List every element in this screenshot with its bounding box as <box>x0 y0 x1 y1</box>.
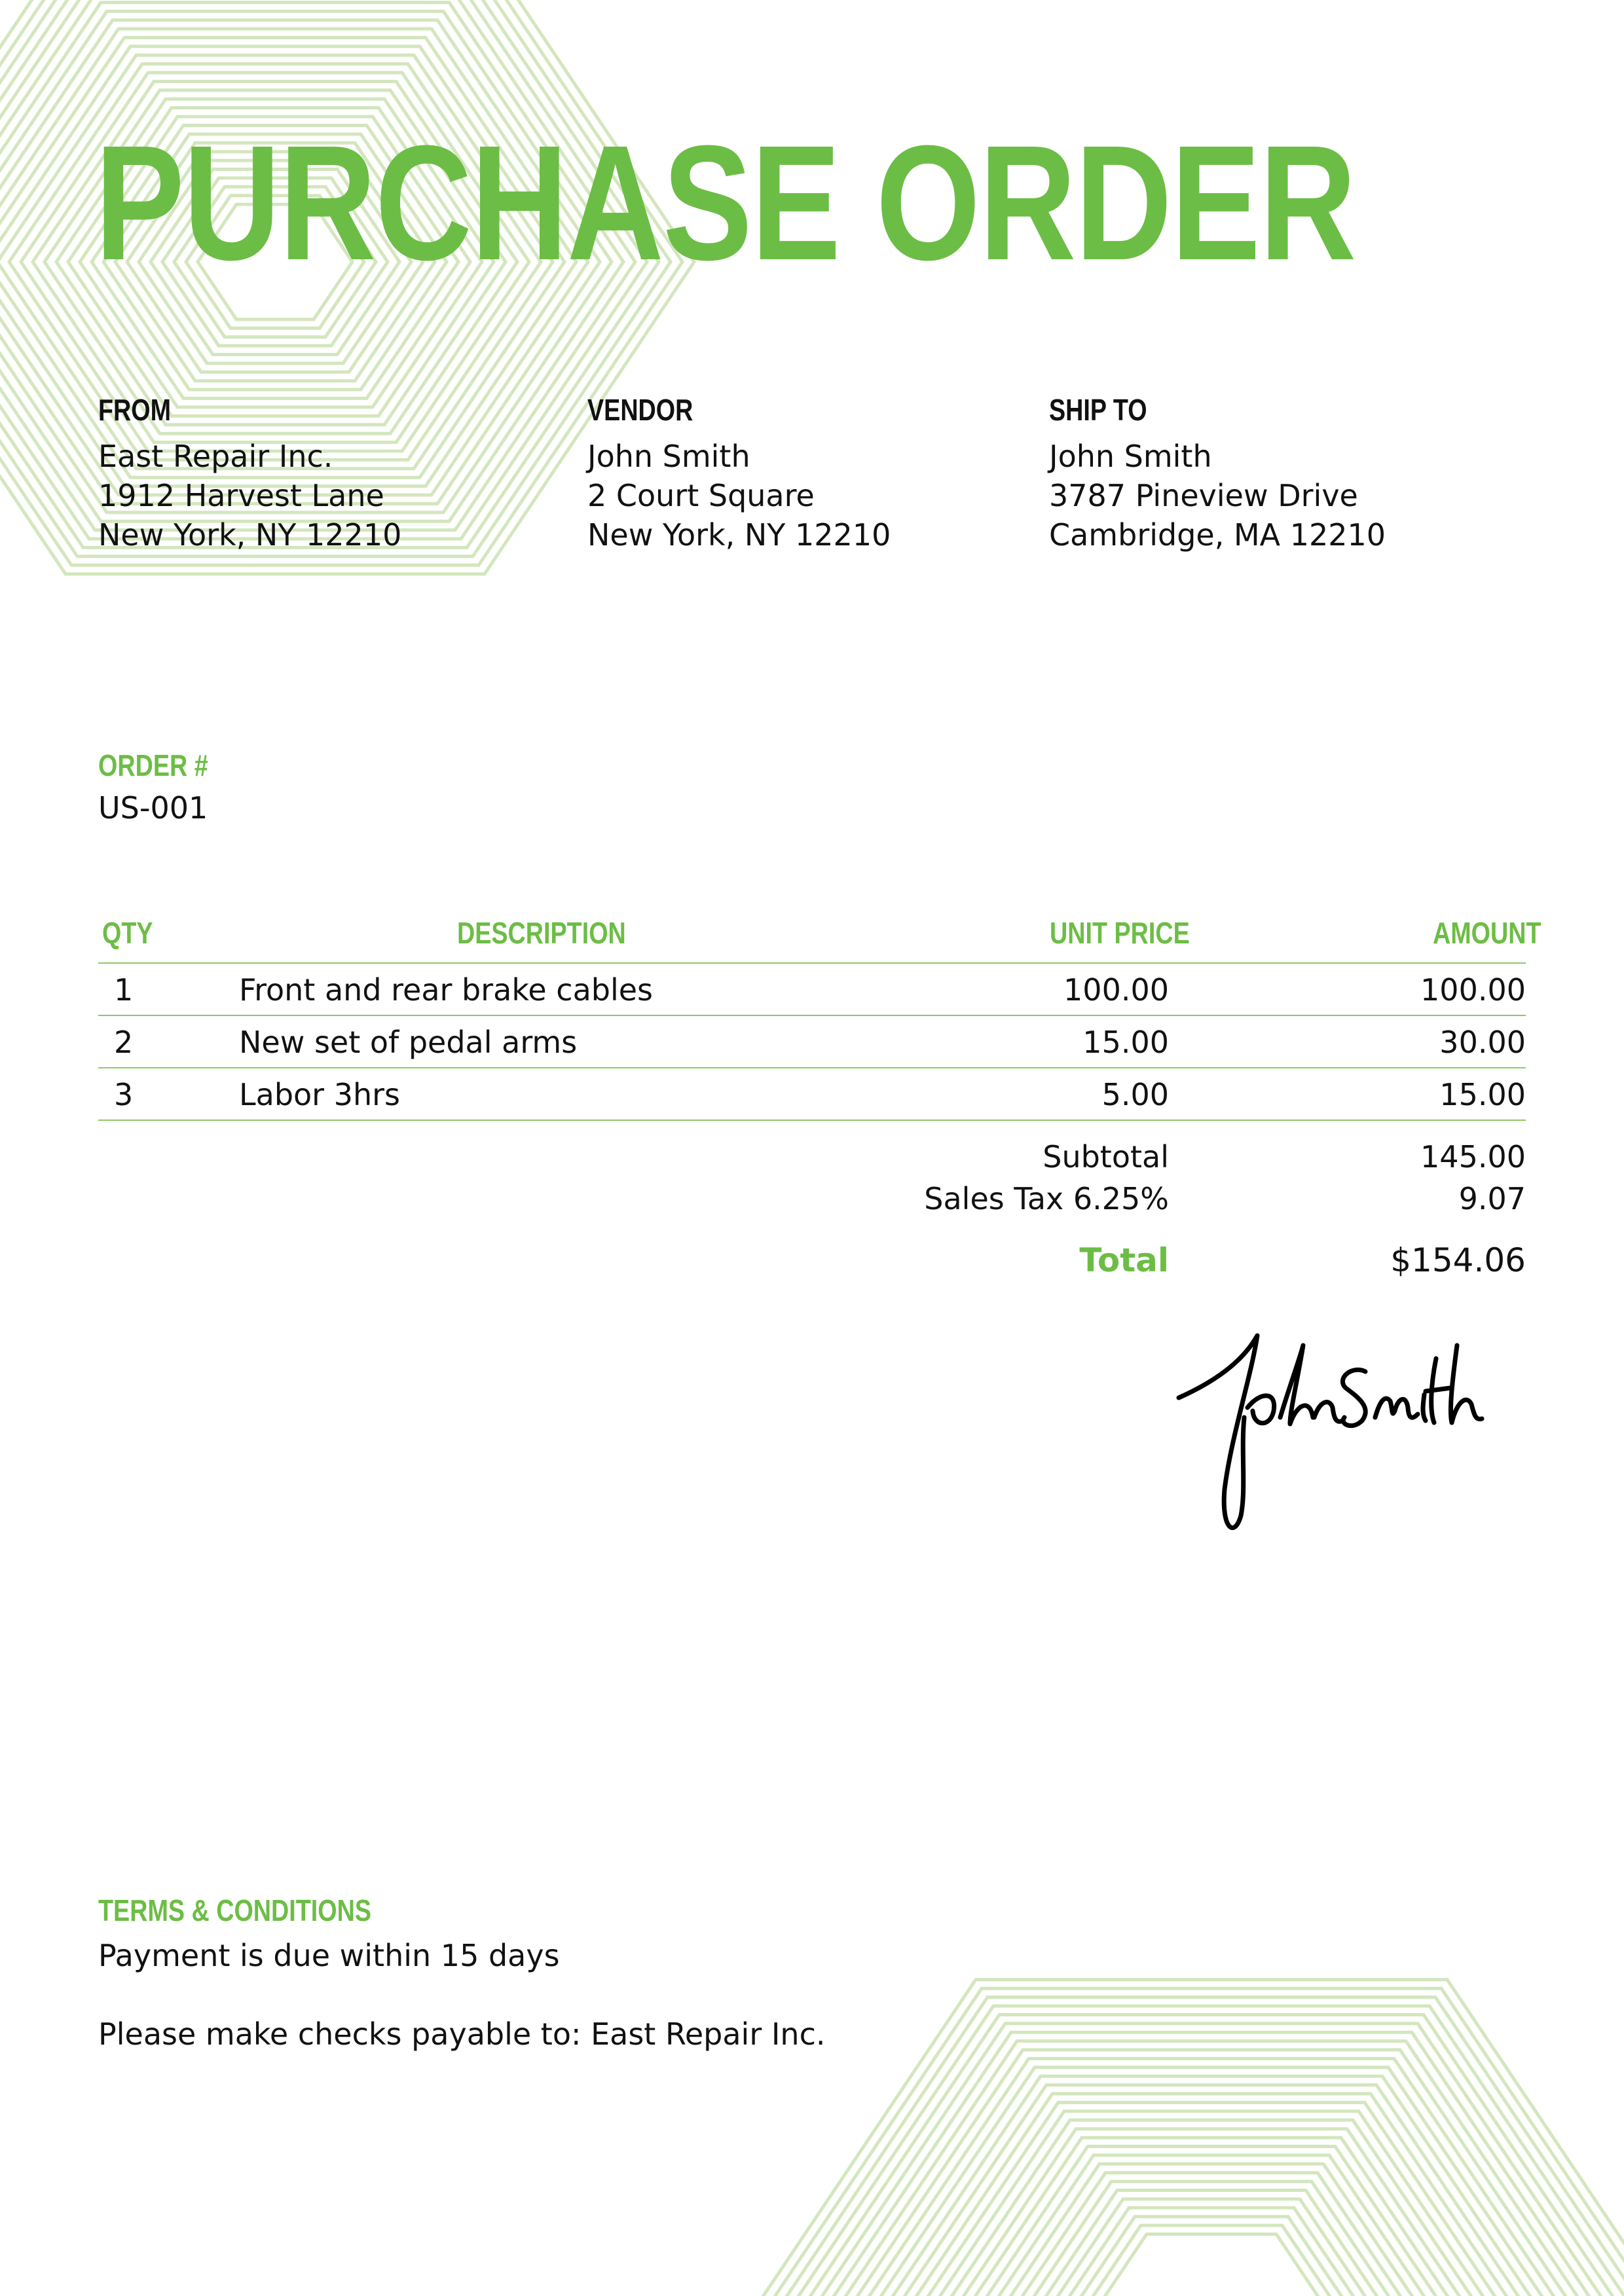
ship-to-line: Cambridge, MA 12210 <box>1049 517 1386 553</box>
from-label: FROM <box>98 393 172 427</box>
pattern-line <box>881 2085 1541 2296</box>
pattern-line <box>999 2173 1424 2296</box>
decorative-hexagon-pattern-bottom <box>720 1833 1624 2296</box>
pattern-line <box>976 2155 1447 2296</box>
terms-block <box>98 1895 826 2054</box>
pattern-line <box>952 2138 1471 2296</box>
pattern-line <box>987 2164 1435 2296</box>
header-qty: QTY <box>102 916 153 950</box>
table-row <box>98 964 1526 1016</box>
sales-tax-value: 9.07 <box>1458 1181 1526 1216</box>
cell-amount: 100.00 <box>1420 972 1526 1008</box>
order-number-block <box>98 750 232 828</box>
subtotal-row <box>98 1136 1526 1178</box>
pattern-line <box>775 2006 1624 2296</box>
cell-amount: 15.00 <box>1439 1077 1526 1112</box>
cell-unit-price: 15.00 <box>1082 1025 1169 1060</box>
header-description: DESCRIPTION <box>457 916 626 950</box>
cell-qty: 2 <box>114 1025 134 1060</box>
from-line: 1912 Harvest Lane <box>98 478 384 513</box>
cell-unit-price: 100.00 <box>1063 972 1169 1008</box>
pattern-line <box>917 2111 1506 2296</box>
total-row <box>98 1239 1526 1281</box>
from-line: New York, NY 12210 <box>98 517 402 553</box>
pattern-line <box>799 2024 1624 2296</box>
ship-to-line: John Smith <box>1049 439 1212 474</box>
vendor-line: John Smith <box>587 439 750 474</box>
total-label: Total <box>1079 1241 1169 1279</box>
page-title: PURCHASE ORDER <box>95 111 1356 294</box>
pattern-line <box>1035 2199 1388 2296</box>
vendor-block <box>587 395 1006 555</box>
order-number-label: ORDER # <box>98 748 208 782</box>
pattern-line <box>787 2014 1624 2296</box>
pattern-line <box>1070 2225 1353 2296</box>
totals-block <box>98 1136 1526 1281</box>
cell-description: Labor 3hrs <box>239 1077 400 1112</box>
terms-label: TERMS & CONDITIONS <box>98 1893 372 1927</box>
table-row <box>98 1016 1526 1068</box>
pattern-line <box>964 2147 1459 2296</box>
pattern-line <box>870 2076 1553 2296</box>
pattern-line <box>905 2102 1518 2296</box>
pattern-line <box>1082 2234 1341 2296</box>
total-value: $154.06 <box>1390 1241 1526 1279</box>
cell-unit-price: 5.00 <box>1101 1077 1169 1112</box>
pattern-line <box>764 1997 1624 2296</box>
cell-qty: 1 <box>114 972 134 1008</box>
cell-description: New set of pedal arms <box>239 1025 578 1060</box>
ship-to-line: 3787 Pineview Drive <box>1049 478 1358 513</box>
line-items-table <box>98 910 1541 1121</box>
from-line: East Repair Inc. <box>98 439 333 474</box>
decorative-hexagon-pattern-top <box>0 0 720 668</box>
pattern-line <box>858 2068 1565 2296</box>
pattern-line <box>1023 2191 1400 2296</box>
pattern-line <box>740 1980 1624 2296</box>
ship-to-block <box>1049 395 1468 555</box>
vendor-line: New York, NY 12210 <box>587 517 891 553</box>
ship-to-label: SHIP TO <box>1049 393 1147 427</box>
pattern-line <box>846 2058 1577 2296</box>
signature-image <box>1169 1319 1536 1542</box>
cell-qty: 3 <box>114 1077 134 1112</box>
pattern-line <box>1011 2181 1412 2296</box>
sales-tax-label: Sales Tax 6.25% <box>924 1181 1169 1216</box>
vendor-line: 2 Court Square <box>587 478 815 513</box>
cell-description: Front and rear brake cables <box>239 972 654 1008</box>
header-amount: AMOUNT <box>1433 916 1541 950</box>
header-unit-price: UNIT PRICE <box>1050 916 1190 950</box>
subtotal-value: 145.00 <box>1420 1139 1526 1175</box>
cell-amount: 30.00 <box>1439 1025 1526 1060</box>
pattern-line <box>940 2129 1483 2296</box>
subtotal-label: Subtotal <box>1043 1139 1169 1175</box>
pattern-line <box>1046 2208 1376 2296</box>
pattern-line <box>929 2120 1494 2296</box>
pattern-line <box>752 1988 1624 2296</box>
order-number-value: US-001 <box>98 790 208 826</box>
pattern-line <box>811 2032 1612 2296</box>
table-header <box>98 910 1541 964</box>
vendor-label: VENDOR <box>587 393 693 427</box>
terms-line: Payment is due within 15 days <box>98 1938 560 1973</box>
pattern-line <box>1058 2217 1365 2296</box>
pattern-line <box>834 2050 1589 2296</box>
from-block <box>98 395 517 555</box>
terms-line: Please make checks payable to: East Repair Inc. <box>98 2016 826 2052</box>
pattern-line <box>893 2094 1530 2296</box>
pattern-line <box>822 2041 1600 2296</box>
table-row <box>98 1068 1526 1121</box>
sales-tax-row <box>98 1178 1526 1220</box>
